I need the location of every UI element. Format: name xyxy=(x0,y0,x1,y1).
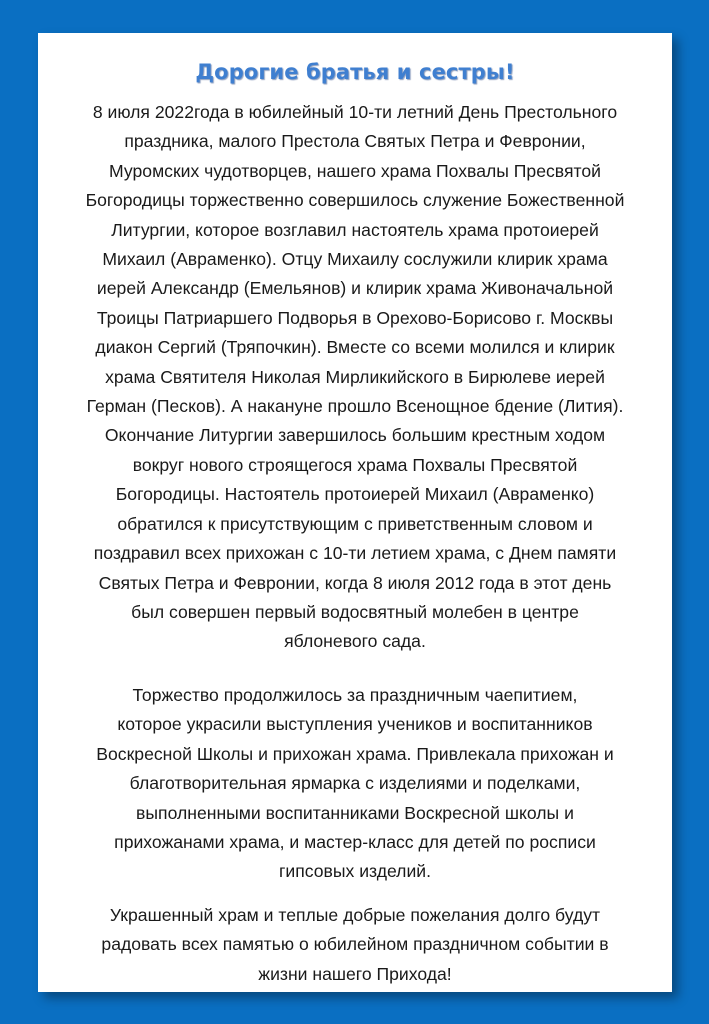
paragraph-line: храма Святителя Николая Мирликийского в Бирюлеве иерей xyxy=(105,366,605,387)
paragraph-line: выполненными воспитанниками Воскресной школы и xyxy=(136,802,574,823)
paragraph-line: гипсовых изделий. xyxy=(278,861,431,882)
paragraph-line: Богородицы торжественно совершилось служение Божественной xyxy=(85,190,625,211)
paragraph-line: благотворительная ярмарка с изделиями и поделками, xyxy=(129,773,581,794)
paragraph-line: Литургии, которое возглавил настоятель храма протоиерей xyxy=(111,219,599,240)
paragraph-service xyxy=(38,98,672,657)
paragraph-line: Михаил (Авраменко). Отцу Михаилу сослужили клирик храма xyxy=(102,249,608,270)
paragraph-line: обратился к присутствующим с приветственным словом и xyxy=(117,513,593,534)
paragraph-line: Воскресной Школы и прихожан храма. Привлекала прихожан и xyxy=(96,743,614,764)
paragraph-line: 8 июля 2022года в юбилейный 10-ти летний День Престольного xyxy=(92,102,618,122)
paragraph-line: Троицы Патриаршего Подворья в Орехово-Борисово г. Москвы xyxy=(96,307,614,328)
paragraph-line: которое украсили выступления учеников и воспитанников xyxy=(117,714,593,735)
paragraph-line: Окончание Литургии завершилось большим крестным ходом xyxy=(104,425,606,446)
paragraph-line: праздника, малого Престола Святых Петра и Февронии, xyxy=(124,131,586,152)
paragraph-line: жизни нашего Прихода! xyxy=(258,963,452,984)
paragraph-line: вокруг нового строящегося храма Похвалы Пресвятой xyxy=(132,454,578,475)
letter-title: Дорогие братья и сестры! xyxy=(195,60,515,84)
paragraph-line: поздравил всех прихожан с 10-ти летием храма, с Днем памяти xyxy=(93,543,617,564)
paragraph-line: Богородицы. Настоятель протоиерей Михаил (Авраменко) xyxy=(115,484,595,505)
paragraph-line: Торжество продолжилось за праздничным чаепитием, xyxy=(132,685,578,705)
paragraph-line: Святых Петра и Февронии, когда 8 июля 2012 года в этот день xyxy=(98,572,612,593)
paragraph-line: Муромских чудотворцев, нашего храма Похвалы Пресвятой xyxy=(109,160,601,181)
paragraph-closing xyxy=(38,901,672,989)
letter-sheet xyxy=(38,33,672,992)
paragraph-line: был совершен первый водосвятный молебен в центре xyxy=(131,601,579,622)
paragraph-line: диакон Сергий (Тряпочкин). Вместе со всеми молился и клирик xyxy=(95,337,615,358)
paragraph-line: яблоневого сада. xyxy=(284,631,426,652)
paragraph-line: Герман (Песков). А накануне прошло Всенощное бдение (Лития). xyxy=(86,396,624,417)
paragraph-line: прихожанами храма, и мастер-класс для детей по росписи xyxy=(114,832,596,853)
paragraph-line: Украшенный храм и теплые добрые пожелания долго будут xyxy=(109,905,601,925)
paragraph-line: радовать всех памятью о юбилейном праздничном событии в xyxy=(101,934,609,955)
paragraph-line: иерей Александр (Емельянов) и клирик храма Живоначальной xyxy=(96,278,614,299)
paragraph-celebration xyxy=(38,681,672,887)
